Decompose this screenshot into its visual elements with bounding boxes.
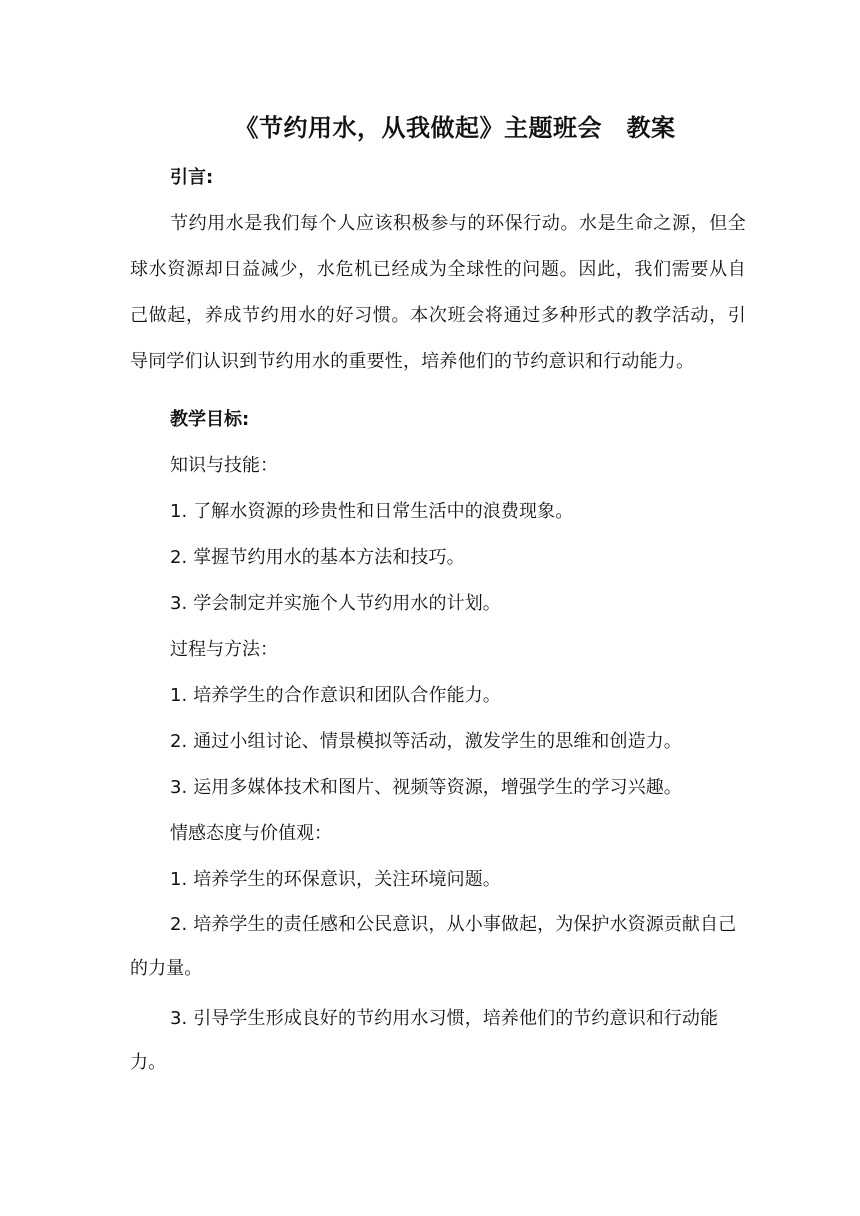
list-item: 3. 学会制定并实施个人节约用水的计划。 <box>170 593 501 614</box>
intro-heading: 引言: <box>170 167 214 188</box>
document-title: 《节约用水，从我做起》主题班会 教案 <box>234 114 676 142</box>
list-item: 1. 了解水资源的珍贵性和日常生活中的浪费现象。 <box>170 501 574 522</box>
list-item: 2. 通过小组讨论、情景模拟等活动，激发学生的思维和创造力。 <box>170 731 682 752</box>
list-item: 2. 掌握节约用水的基本方法和技巧。 <box>170 547 465 568</box>
list-item: 1. 培养学生的合作意识和团队合作能力。 <box>170 685 501 706</box>
document-body <box>130 155 746 1091</box>
section-label-values: 情感态度与价值观： <box>170 823 332 844</box>
list-item: 2. 培养学生的责任感和公民意识，从小事做起，为保护水资源贡献自己的力量。 <box>130 914 737 979</box>
section-label-process: 过程与方法： <box>170 639 278 660</box>
intro-paragraph: 节约用水是我们每个人应该积极参与的环保行动。水是生命之源，但全球水资源却日益减少，水危机已经成为全球性的问题。因此，我们需要从自己做起，养成节约用水的好习惯。本次班会将通过多种形式的教学活动，引导同学们认识到节约用水的重要性，培养他们的节约意识和行动能力。 <box>130 213 746 372</box>
list-item: 1. 培养学生的环保意识，关注环境问题。 <box>170 869 501 890</box>
list-item: 3. 运用多媒体技术和图片、视频等资源，增强学生的学习兴趣。 <box>170 777 682 798</box>
list-item: 3. 引导学生形成良好的节约用水习惯，培养他们的节约意识和行动能力。 <box>130 1008 719 1073</box>
section-label-knowledge: 知识与技能： <box>170 455 278 476</box>
objectives-heading: 教学目标: <box>170 409 250 430</box>
